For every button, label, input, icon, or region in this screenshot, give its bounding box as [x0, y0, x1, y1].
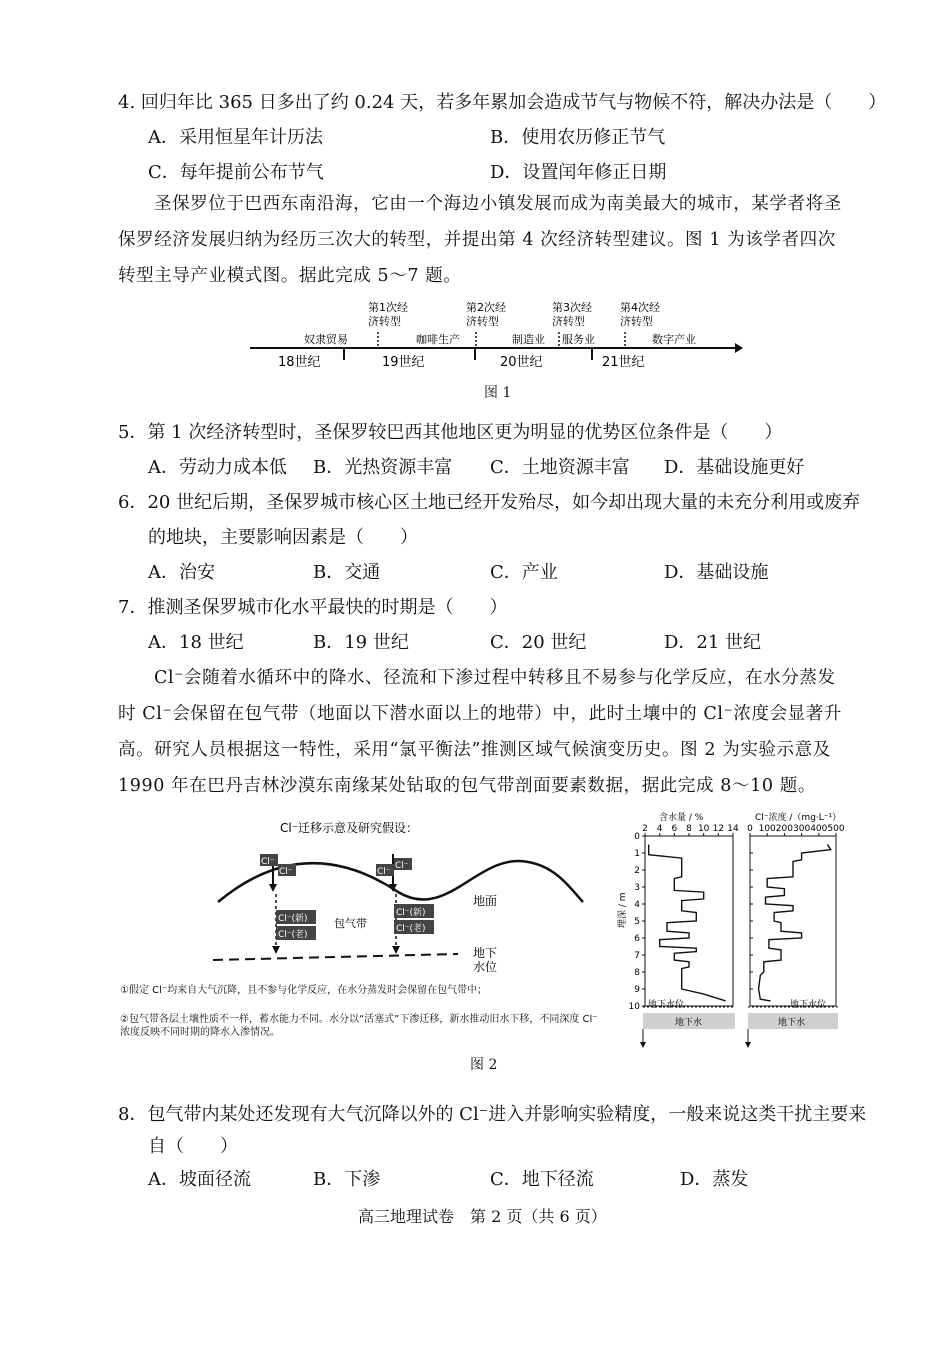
chloride-xtick-label: 200	[775, 824, 793, 834]
q8-stem: 8．包气带内某处还发现有大气沉降以外的 Cl⁻进入并影响实验精度，一般来说这类干扰主要来	[118, 1104, 867, 1125]
moisture-xtick-label: 14	[727, 824, 739, 834]
century-19: 19世纪	[382, 355, 425, 370]
q5-option-a: A．劳动力成本低	[148, 457, 287, 478]
water-table-label-1: 地下	[473, 946, 498, 960]
century-20: 20世纪	[500, 355, 543, 370]
svg-text:济转型: 济转型	[368, 315, 401, 328]
page-footer: 高三地理试卷 第 2 页（共 6 页）	[358, 1207, 607, 1226]
chloride-xtick-label: 500	[827, 824, 845, 834]
depth-tick-label: 0	[634, 832, 640, 842]
q4-stem: 4. 回归年比 365 日多出了约 0.24 天，若多年累加会造成节气与物候不符，解决办法是（ ）	[118, 92, 887, 113]
cl-new-right: Cl⁻(新)	[396, 908, 426, 918]
depth-tick-label: 8	[634, 968, 640, 978]
cl-rain-3: Cl⁻	[377, 867, 391, 877]
q7-stem: 7．推测圣保罗城市化水平最快的时期是（ ）	[118, 597, 508, 618]
diagram-note-2: ②包气带各层土壤性质不一样，蓄水能力不同。水分以“活塞式”下渗迁移，新水推动旧水下移，不同深度 Cl⁻浓度反映不同时期的降水入渗情况。	[120, 1014, 598, 1038]
q7-option-c: C．20 世纪	[490, 632, 587, 653]
q8-option-b: B．下渗	[313, 1169, 381, 1190]
depth-tick-label: 7	[634, 951, 640, 961]
q8-option-d: D．蒸发	[680, 1169, 749, 1190]
moisture-xtick-label: 2	[642, 824, 648, 834]
century-18: 18世纪	[278, 355, 321, 370]
gw-left: 地下水	[675, 1018, 703, 1028]
cl-old-left: Cl⁻(老)	[278, 930, 308, 940]
ground-label: 地面	[473, 894, 498, 908]
cl-new-left: Cl⁻(新)	[278, 914, 308, 924]
q7-option-d: D．21 世纪	[664, 632, 762, 653]
q6-stem-cont: 的地块，主要影响因素是（ ）	[148, 527, 418, 548]
q5-option-d: D．基础设施更好	[664, 457, 805, 478]
q4-option-c: C．每年提前公布节气	[148, 162, 324, 183]
industry-slave-trade: 奴隶贸易	[304, 333, 348, 346]
depth-tick-label: 9	[634, 985, 640, 995]
gw-level-left: 地下水位	[648, 1000, 685, 1010]
chloride-xtick-label: 100	[758, 824, 776, 834]
q4-option-d: D．设置闰年修正日期	[490, 162, 667, 183]
depth-tick-label: 6	[634, 934, 640, 944]
industry-digital: 数字产业	[652, 333, 696, 346]
moisture-title: 含水量 / %	[659, 813, 704, 823]
water-table-label-2: 水位	[473, 960, 498, 974]
cl-rain-2: Cl⁻	[279, 867, 293, 877]
depth-tick-label: 2	[634, 866, 640, 876]
century-21: 21世纪	[602, 355, 645, 370]
chloride-profile-line	[759, 845, 831, 1001]
q4-option-b: B．使用农历修正节气	[490, 127, 666, 148]
moisture-xtick-label: 6	[671, 824, 678, 834]
moisture-xtick-label: 10	[697, 824, 710, 834]
svg-text:济转型: 济转型	[466, 315, 499, 328]
depth-axis-label: 埋深 / m	[618, 892, 628, 928]
transition-3: 第3次经	[552, 301, 592, 314]
depth-tick-label: 10	[628, 1002, 640, 1012]
cl-rain-1: Cl⁻	[261, 857, 275, 867]
passage-sao-paulo: 圣保罗位于巴西东南沿海，它由一个海边小镇发展而成为南美最大的城市，某学者将圣保罗经济发展归纳为经历三次大的转型，并提出第 4 次经济转型建议。图 1 为该学者四次转型主导产业模式图。据此完成 5～7 题。	[118, 194, 842, 286]
svg-text:济转型: 济转型	[620, 315, 653, 328]
transition-1: 第1次经	[368, 301, 408, 314]
q7-option-a: A．18 世纪	[148, 632, 244, 653]
q6-option-c: C．产业	[490, 562, 558, 583]
chloride-xtick-label: 300	[793, 824, 811, 834]
moisture-xtick-label: 4	[656, 824, 663, 834]
chloride-title: Cl⁻浓度 /（mg·L⁻¹）	[755, 813, 842, 823]
transition-4: 第4次经	[620, 301, 660, 314]
q8-option-c: C．地下径流	[490, 1169, 594, 1190]
figure-2-caption: 图 2	[470, 1057, 498, 1073]
figure-1-timeline	[240, 298, 750, 378]
chloride-xtick-label: 0	[747, 824, 753, 834]
chloride-xtick-label: 400	[810, 824, 828, 834]
q6-option-d: D．基础设施	[664, 562, 769, 583]
diagram-title: Cl⁻迁移示意及研究假设：	[280, 821, 419, 835]
diagram-note-1: ①假定 Cl⁻均来自大气沉降，且不参与化学反应，在水分蒸发时会保留在包气带中；	[120, 985, 488, 996]
depth-tick-label: 4	[634, 900, 640, 910]
vadose-label: 包气带	[334, 917, 367, 930]
q8-stem-cont: 自（ ）	[148, 1136, 238, 1157]
industry-coffee: 咖啡生产	[416, 333, 460, 346]
q6-option-a: A．治安	[148, 562, 215, 583]
q4-option-a: A．采用恒星年计历法	[148, 127, 323, 148]
q7-option-b: B．19 世纪	[313, 632, 409, 653]
q5-stem: 5．第 1 次经济转型时，圣保罗较巴西其他地区更为明显的优势区位条件是（ ）	[118, 422, 783, 443]
figure-2-charts	[615, 808, 845, 1063]
depth-tick-label: 5	[634, 917, 640, 927]
q8-option-a: A．坡面径流	[148, 1169, 251, 1190]
moisture-xtick-label: 12	[712, 824, 725, 834]
figure-1-caption: 图 1	[484, 385, 512, 401]
gw-right: 地下水	[778, 1018, 806, 1028]
industry-services: 服务业	[562, 333, 595, 346]
industry-manufacturing: 制造业	[512, 333, 545, 346]
moisture-profile-line	[649, 845, 726, 1001]
q5-option-c: C．土地资源丰富	[490, 457, 630, 478]
cl-rain-4: Cl⁻	[395, 861, 409, 871]
cl-old-right: Cl⁻(老)	[396, 924, 426, 934]
moisture-xtick-label: 8	[686, 824, 692, 834]
transition-2: 第2次经	[466, 301, 506, 314]
q6-option-b: B．交通	[313, 562, 381, 583]
depth-tick-label: 3	[634, 883, 640, 893]
passage-chlorine: Cl⁻会随着水循环中的降水、径流和下渗过程中转移且不易参与化学反应，在水分蒸发时 Cl⁻会保留在包气带（地面以下潜水面以上的地带）中，此时土壤中的 Cl⁻浓度会显著升高。研究人员根据这一特性，采用“氯平衡法”推测区域气候演变历史。图 2 为实验示意及 1990 年在巴丹吉林沙漠东南缘某处钻取的包气带剖面要素数据，据此完成 8～10 题。	[118, 668, 842, 796]
q5-option-b: B．光热资源丰富	[313, 457, 453, 478]
depth-tick-label: 1	[634, 849, 640, 859]
q6-stem: 6．20 世纪后期，圣保罗城市核心区土地已经开发殆尽，如今却出现大量的未充分利用或废弃	[118, 492, 861, 513]
gw-level-right: 地下水位	[790, 1000, 827, 1010]
svg-text:济转型: 济转型	[552, 315, 585, 328]
